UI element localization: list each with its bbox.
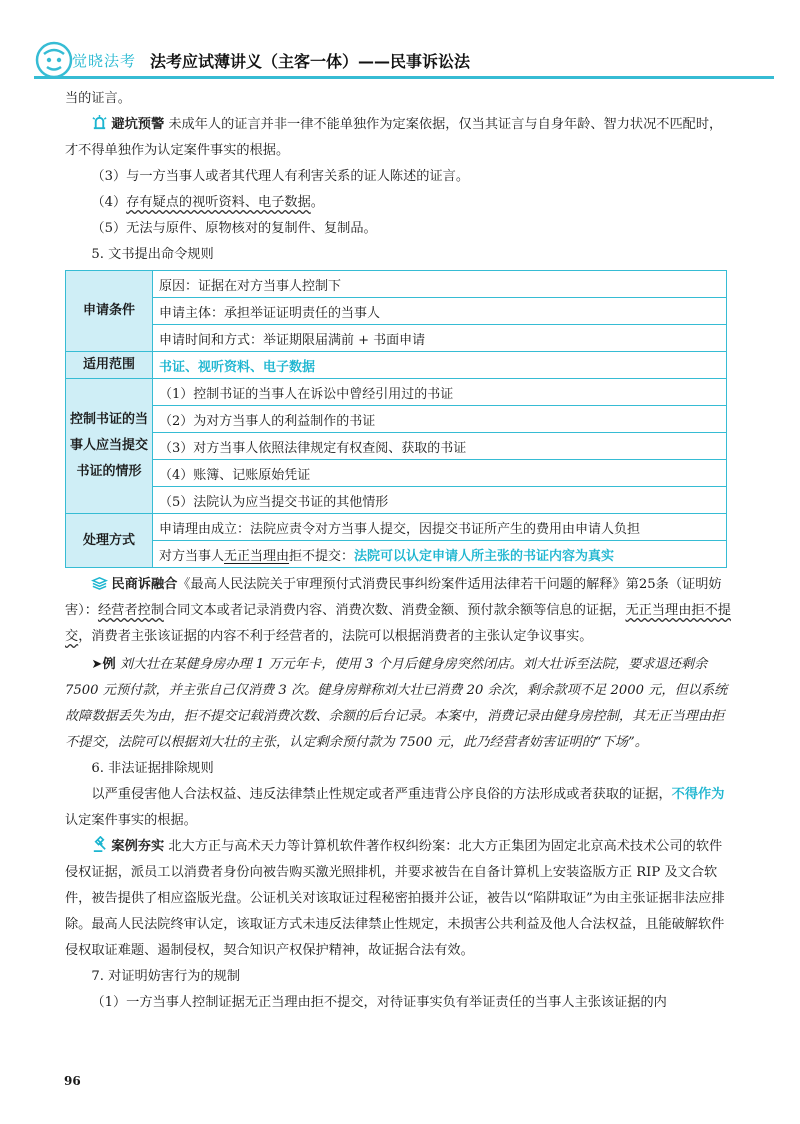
- section-title: 5. 文书提出命令规则: [91, 247, 214, 262]
- list-item: [65, 190, 735, 216]
- table-head-apply: 申请条件: [66, 271, 153, 352]
- underlined-text: 无正当理由: [224, 548, 290, 564]
- table-cell: （2）为对方当事人的利益制作的书证: [153, 406, 727, 433]
- cell-text: 拒不提交：: [289, 548, 355, 564]
- gavel-icon: [91, 836, 108, 853]
- table-cell-highlight: 书证、视听资料、电子数据: [153, 352, 727, 379]
- cell-text: 对方当事人: [159, 548, 225, 564]
- document-order-table: [65, 270, 727, 568]
- para-text: 以严重侵害他人合法权益、违反法律禁止性规定或者严重违背公序良俗的方法形成或者获取的证据，: [91, 787, 672, 802]
- table-cell: （5）法院认为应当提交书证的其他情形: [153, 487, 727, 514]
- example-text: 刘大壮在某健身房办理 1 万元年卡，使用 3 个月后健身房突然闭店。刘大壮诉至法院，要求退还剩余 7500 元预付款，并主张自己仅消费 3 次。健身房辩称刘大壮已消费 20 余次，剩余款项不足 2000 元，但以系统故障数据丢失为由，拒不提交记载消费次数、余额的后台记录。本案中，消费记录由健身房控制，其无正当理由拒不提交，法院可以根据刘大壮的主张，认定剩余预付款为 7500 元，此乃经营者妨害证明的“下场”。: [65, 657, 728, 750]
- punct: 。: [310, 195, 324, 210]
- brand-name: 觉晓法考: [72, 52, 137, 70]
- table-head-handle: 处理方式: [66, 514, 153, 568]
- paragraph: （1）一方当事人控制证据无正当理由拒不提交，对待证事实负有举证责任的当事人主张该证据的内: [91, 995, 667, 1010]
- wavy-text: 无正当理由拒不提交: [65, 603, 731, 644]
- logo-icon: [34, 40, 74, 80]
- table-head-submit: 控制书证的当事人应当提交书证的情形: [66, 379, 153, 514]
- table-cell: （4）账簿、记账原始凭证: [153, 460, 727, 487]
- case-tag: 案例夯实: [111, 839, 165, 854]
- paragraph: [65, 782, 735, 834]
- case-text: 北大方正与高术天力等计算机软件著作权纠纷案：北大方正集团为固定北京高术技术公司的软件侵权证据，派员工以消费者身份向被告购买激光照排机，并要求被告在自备计算机上安装盗版方正 RIP 及文合软件，被告提供了相应盗版光盘。公证机关对该取证过程秘密拍摄并公证，被告以“陷阱取证”为由主张证据非法应排除。最高人民法院终审认定，该取证方式未违反法律禁止性规定，未损害公共利益及他人合法权益，且能破解软件侵权取证难题、遏制侵权，契合知识产权保护精神，故证据合法有效。: [65, 839, 725, 958]
- warning-note: [65, 112, 735, 164]
- para-text: 认定案件事实的根据。: [65, 813, 197, 828]
- paragraph: 当的证言。: [65, 91, 131, 106]
- section-title: 6. 非法证据排除规则: [91, 761, 214, 776]
- wavy-text: 存有疑点的视听资料、电子数据: [126, 195, 311, 210]
- warning-tag: 避坑预警: [111, 117, 165, 132]
- list-item: （5）无法与原件、原物核对的复制件、复制品。: [91, 221, 377, 236]
- table-cell: 申请时间和方式：举证期限届满前 + 书面申请: [153, 325, 727, 352]
- table-cell: （1）控制书证的当事人在诉讼中曾经引用过的书证: [153, 379, 727, 406]
- merge-note: [65, 572, 735, 650]
- highlight-text: 法院可以认定申请人所主张的书证内容为真实: [354, 548, 615, 564]
- book-title: 法考应试薄讲义（主客一体）——民事诉讼法: [150, 52, 471, 71]
- merge-text: 《最高人民法院关于审理预付式消费民事纠纷案件适用法律若干问题的解释》第25条（证明妨害）：: [65, 577, 722, 618]
- arrow-icon: ➤: [91, 657, 103, 672]
- table-cell: （3）对方当事人依照法律规定有权查阅、获取的书证: [153, 433, 727, 460]
- warning-text: 未成年人的证言并非一律不能单独作为定案依据，仅当其证言与自身年龄、智力状况不匹配时，才不得单独作为认定案件事实的根据。: [65, 117, 723, 158]
- warning-bell-icon: [91, 114, 108, 131]
- wavy-text: 经营者控制: [97, 603, 164, 618]
- table-cell: 原因：证据在对方当事人控制下: [153, 271, 727, 298]
- example-label: 例: [102, 657, 116, 672]
- case-note: [65, 834, 735, 964]
- example-paragraph: [65, 652, 735, 756]
- section-title: 7. 对证明妨害行为的规制: [91, 969, 241, 984]
- page-content: [65, 86, 735, 1016]
- list-item: （3）与一方当事人或者其代理人有利害关系的证人陈述的证言。: [91, 169, 470, 184]
- page-header: [0, 0, 800, 84]
- highlight-text: 不得作为: [671, 787, 725, 802]
- books-icon: [91, 574, 108, 591]
- merge-text: 合同文本或者记录消费内容、消费次数、消费金额、预付款余额等信息的证据，: [163, 603, 626, 618]
- table-head-scope: 适用范围: [66, 352, 153, 379]
- table-cell: 申请理由成立：法院应责令对方当事人提交，因提交书证所产生的费用由申请人负担: [153, 514, 727, 541]
- table-cell: [153, 541, 727, 568]
- list-marker: （4）: [91, 195, 127, 210]
- header-rule: [34, 76, 774, 79]
- table-cell: 申请主体：承担举证证明责任的当事人: [153, 298, 727, 325]
- merge-text: ，消费者主张该证据的内容不利于经营者的，法院可以根据消费者的主张认定争议事实。: [78, 629, 593, 644]
- page-number: 96: [64, 1074, 81, 1088]
- merge-tag: 民商诉融合: [111, 577, 178, 592]
